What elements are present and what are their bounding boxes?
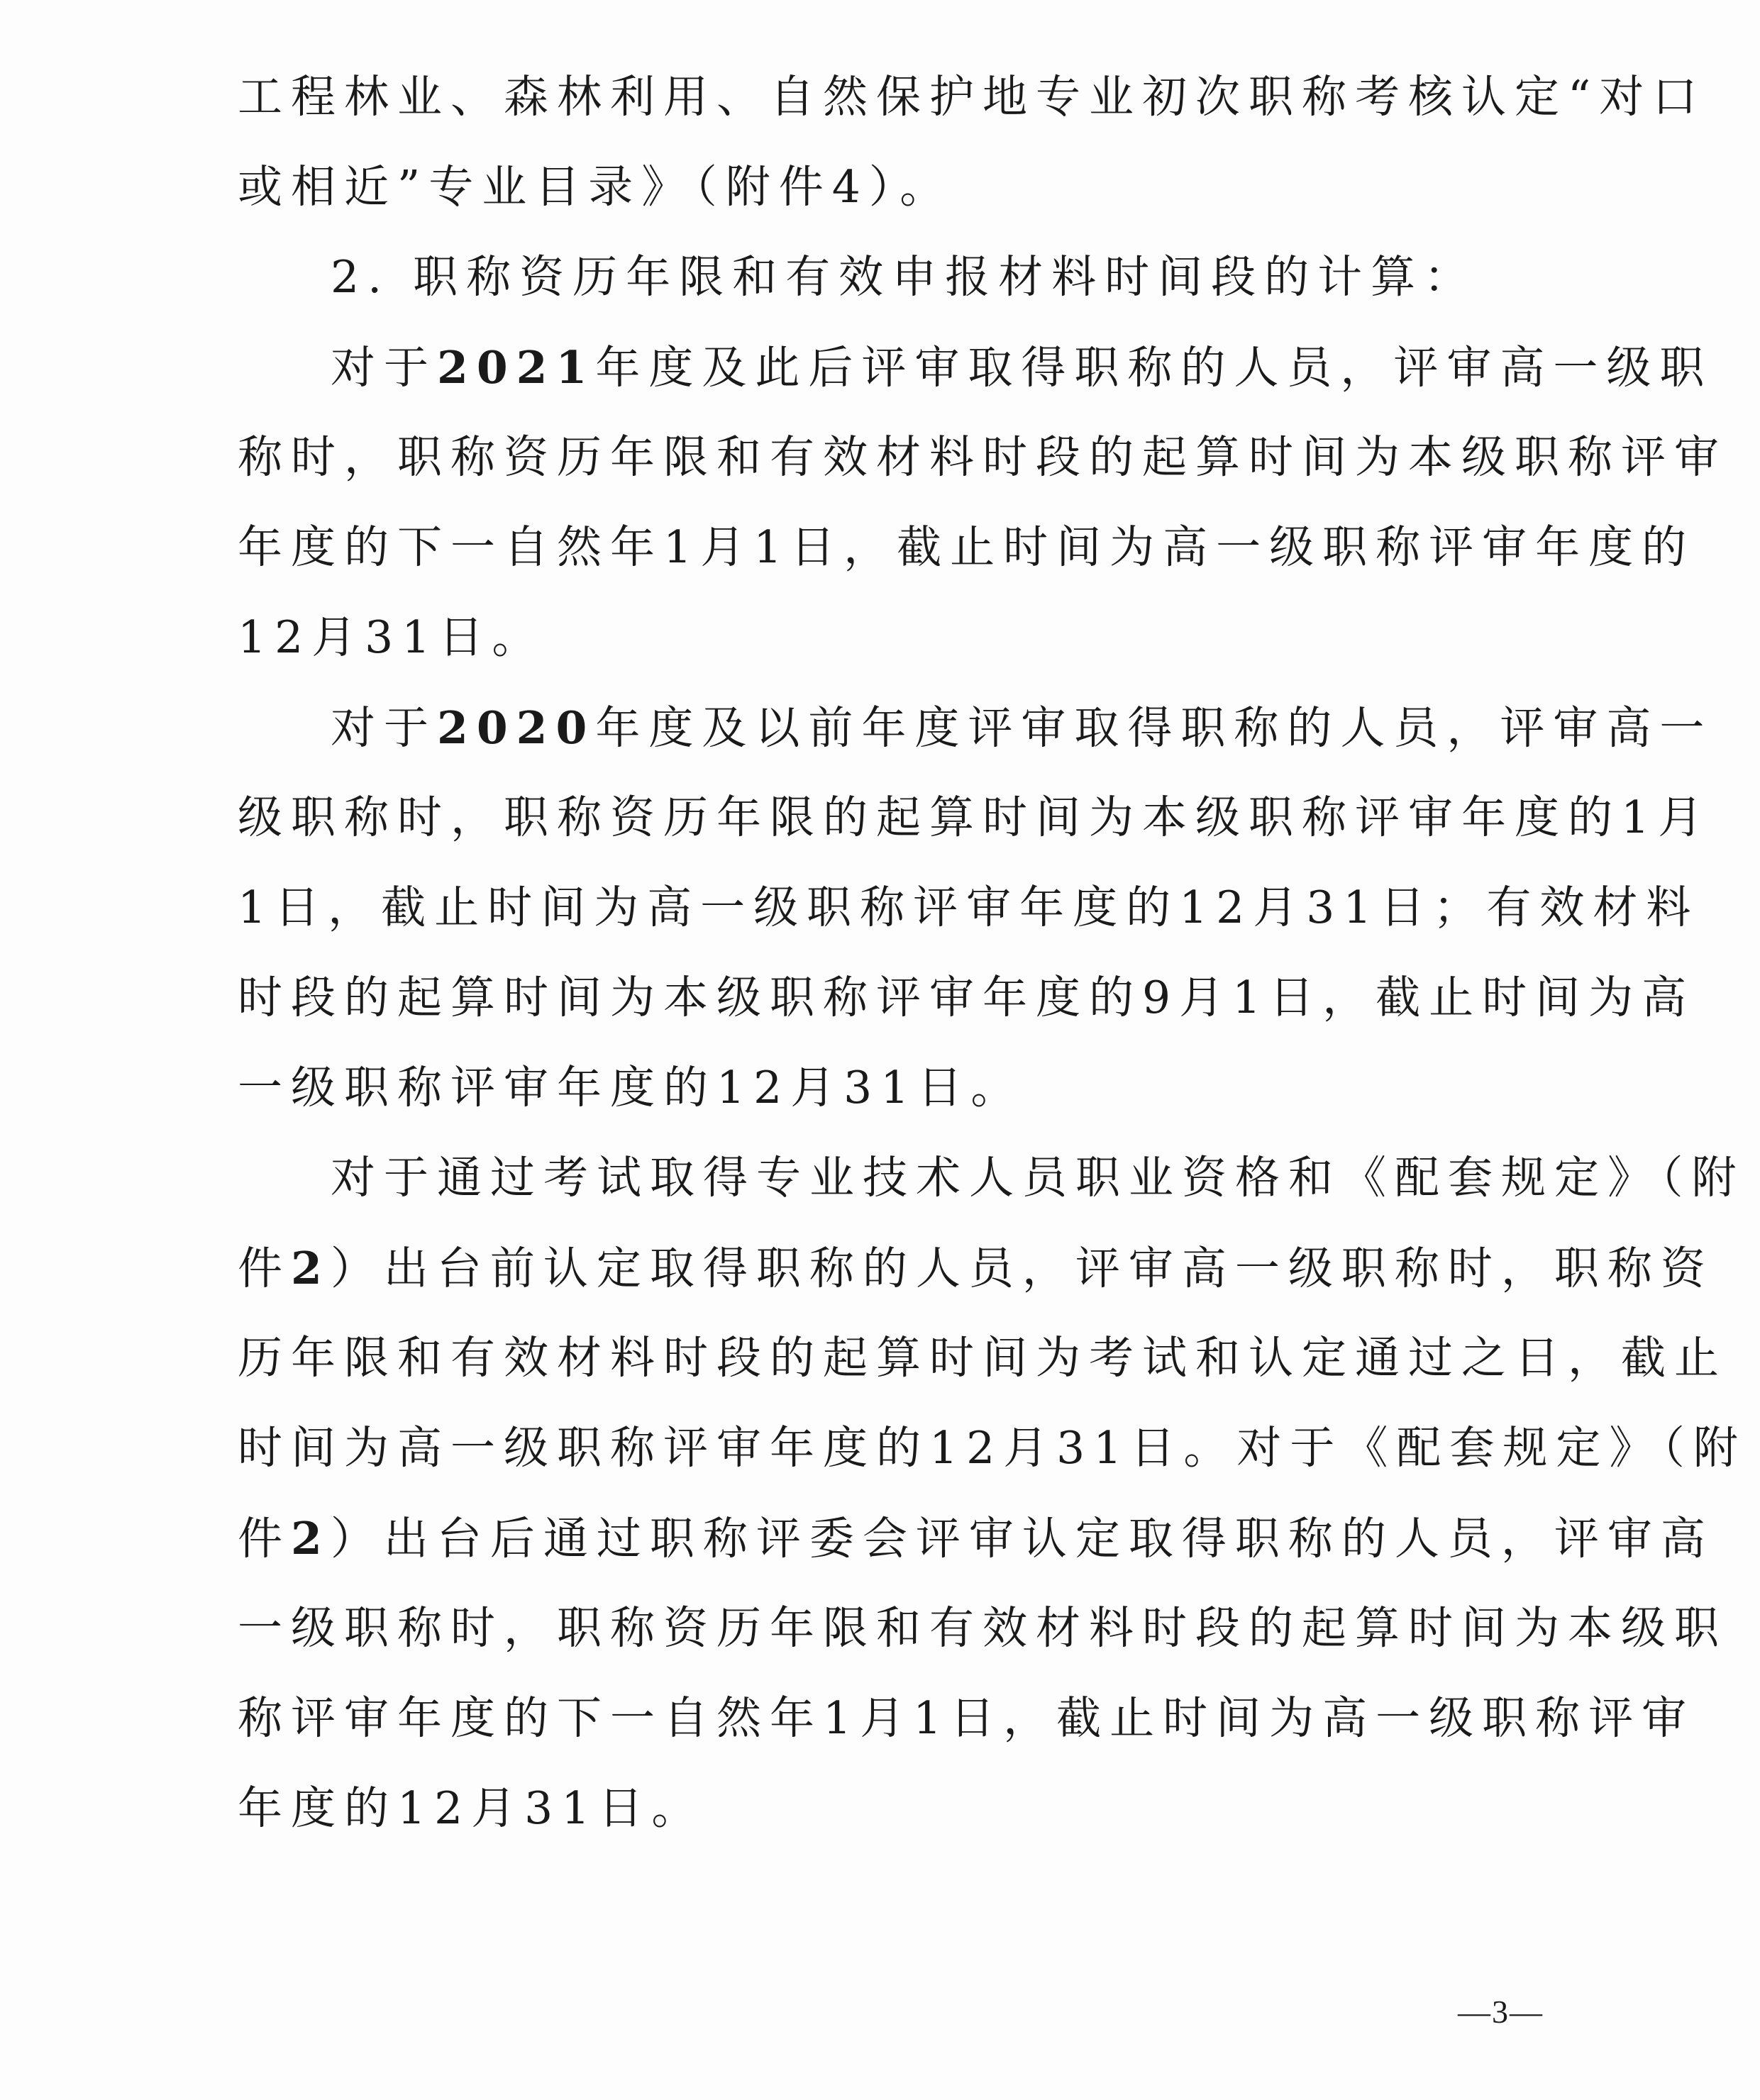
text-line-8-year: 2020 <box>437 701 596 754</box>
text-line-19 <box>238 1674 1695 1763</box>
text-line-7 <box>238 593 1543 682</box>
text-line-2 <box>238 143 1543 232</box>
text-line-14-bold: 2 <box>291 1242 331 1294</box>
text-line-16 <box>238 1404 1747 1493</box>
text-line-13-text: 对于通过考试取得专业技术人员职业资格和《配套规定》（附 <box>331 1152 1745 1204</box>
text-line-7-text: 12月31日。 <box>238 611 546 663</box>
text-line-8-post: 年度及以前年度评审取得职称的人员，评审高一 <box>595 702 1713 754</box>
text-line-12-text: 一级职称评审年度的12月31日。 <box>238 1062 1024 1113</box>
text-line-15 <box>238 1313 1727 1403</box>
text-line-12 <box>238 1043 1543 1133</box>
text-line-6-text: 年度的下一自然年1月1日，截止时间为高一级职称评审年度的 <box>238 521 1695 573</box>
text-line-11-text: 时段的起算时间为本级职称评审年度的9月1日，截止时间为高 <box>238 972 1695 1023</box>
text-line-14 <box>238 1223 1714 1313</box>
text-line-10-text: 1日，截止时间为高一级职称评审年度的12月31日；有效材料 <box>238 882 1700 933</box>
text-line-4 <box>331 323 1713 412</box>
text-line-2-text: 或相近”专业目录》（附件4）。 <box>238 161 953 213</box>
text-line-14-pre: 件 <box>238 1243 291 1294</box>
page-number: —3— <box>1458 1994 1544 2030</box>
text-line-3-text: 2. 职称资历年限和有效申报材料时间段的计算： <box>331 251 1478 303</box>
text-line-8-pre: 对于 <box>331 702 437 754</box>
text-line-11 <box>238 953 1695 1043</box>
text-line-16-text: 时间为高一级职称评审年度的12月31日。对于《配套规定》（附 <box>238 1422 1747 1474</box>
text-line-9-text: 级职称时，职称资历年限的起算时间为本级职称评审年度的1月 <box>238 791 1712 843</box>
text-line-8 <box>331 683 1713 772</box>
text-line-17-bold: 2 <box>291 1512 331 1565</box>
text-line-1-text: 工程林业、森林利用、自然保护地专业初次职称考核认定“对口 <box>238 71 1706 123</box>
text-line-17-post: ）出台后通过职称评委会评审认定取得职称的人员，评审高 <box>330 1513 1714 1565</box>
text-line-14-post: ）出台前认定取得职称的人员，评审高一级职称时，职称资 <box>330 1243 1714 1294</box>
text-line-4-post: 年度及此后评审取得职称的人员，评审高一级职 <box>595 342 1713 394</box>
text-line-18-text: 一级职称时，职称资历年限和有效材料时段的起算时间为本级职 <box>238 1602 1727 1654</box>
text-line-1 <box>238 52 1706 142</box>
text-line-20 <box>238 1764 1543 1853</box>
text-line-10 <box>238 863 1700 952</box>
text-line-13 <box>331 1133 1745 1223</box>
text-line-5 <box>238 413 1727 502</box>
text-line-6 <box>238 503 1695 592</box>
text-line-17 <box>238 1494 1714 1583</box>
text-line-3 <box>331 233 1543 322</box>
text-line-19-text: 称评审年度的下一自然年1月1日，截止时间为高一级职称评审 <box>238 1692 1695 1744</box>
text-line-15-text: 历年限和有效材料时段的起算时间为考试和认定通过之日，截止 <box>238 1332 1727 1384</box>
text-line-9 <box>238 773 1712 862</box>
text-line-5-text: 称时，职称资历年限和有效材料时段的起算时间为本级职称评审 <box>238 431 1727 483</box>
text-line-20-text: 年度的12月31日。 <box>238 1782 705 1834</box>
text-line-18 <box>238 1584 1727 1673</box>
text-line-17-pre: 件 <box>238 1513 291 1565</box>
text-line-4-pre: 对于 <box>331 342 437 394</box>
text-line-4-year: 2021 <box>437 341 596 394</box>
